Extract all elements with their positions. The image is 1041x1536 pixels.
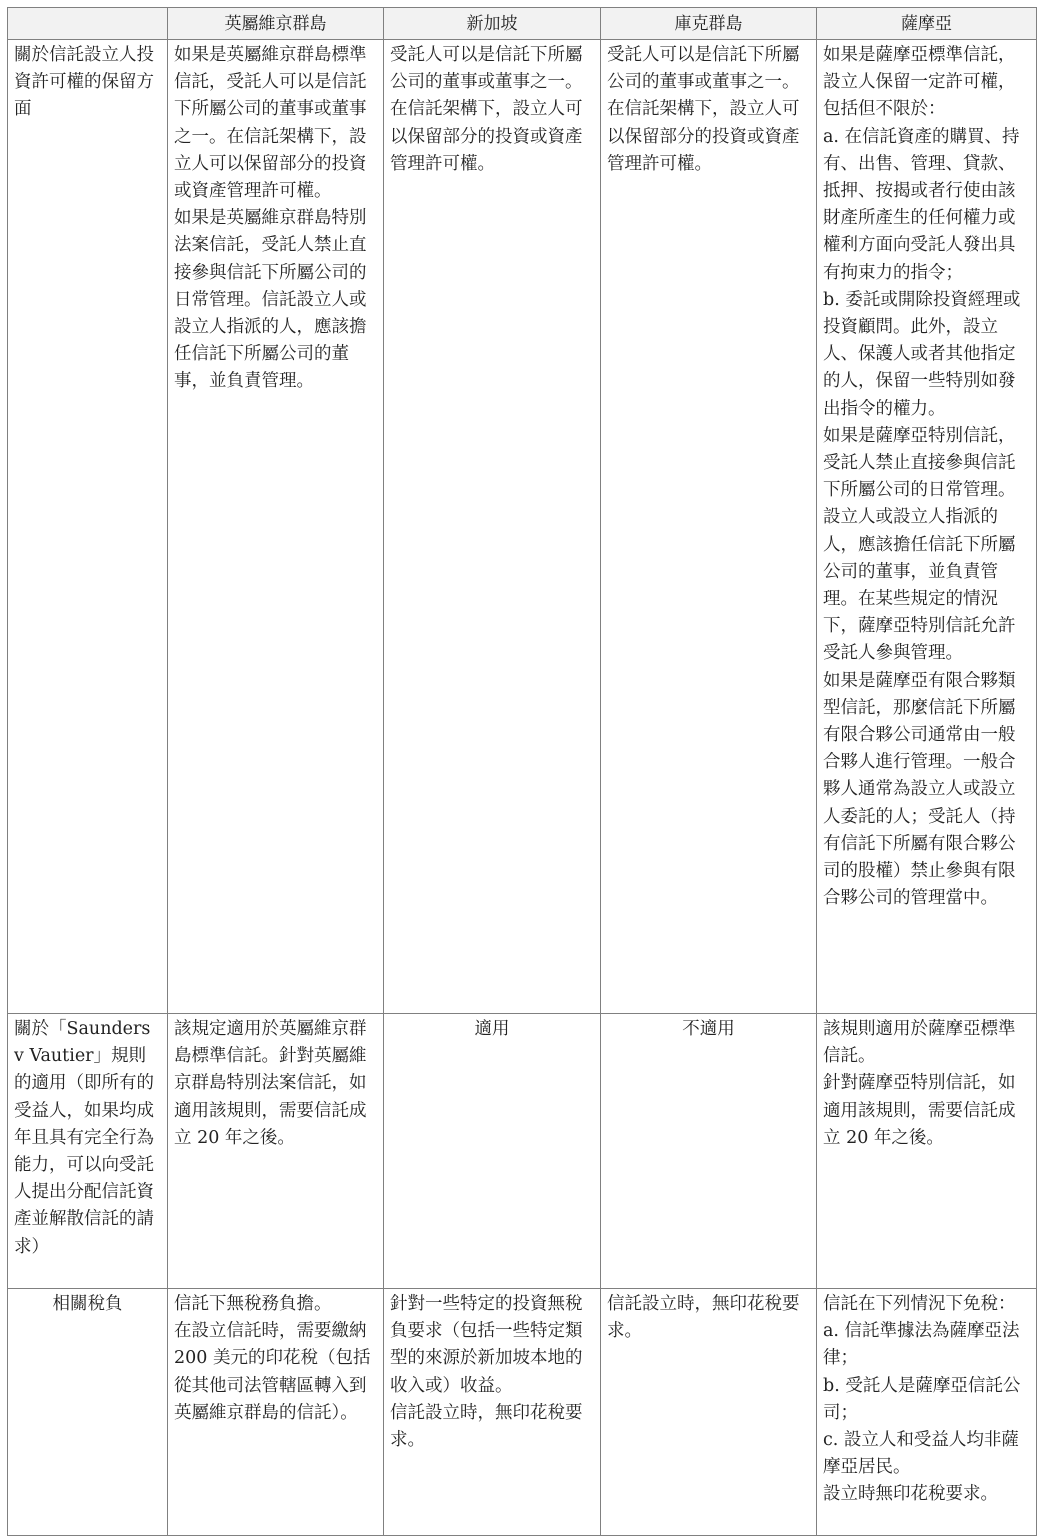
- cell-paragraph: b. 受託人是薩摩亞信託公司；: [823, 1375, 1021, 1423]
- cell-paragraph: a. 在信託資產的購買、持有、出售、管理、貸款、抵押、按揭或者行使由該財產所產生的任何權力或權利方面向受託人發出具有拘束力的指令；: [823, 126, 1020, 283]
- cell-paragraph: 針對薩摩亞特別信託，如適用該規則，需要信託成立 20 年之後。: [823, 1073, 1016, 1148]
- row-label-saunders-rule: 關於「Saunders v Vautier」規則的適用（即所有的受益人，如果均成年且具有完全行為能力，可以向受託人提出分配信託資產並解散信託的請求）: [8, 1014, 168, 1289]
- cell-paragraph: a. 信託準據法為薩摩亞法律；: [823, 1321, 1020, 1369]
- header-bvi: 英屬維京群島: [168, 8, 384, 40]
- cell-bvi-tax: [168, 1289, 384, 1536]
- table-header-row: [8, 8, 1037, 40]
- cell-paragraph: 如果是英屬維京群島標準信託，受託人可以是信託下所屬公司的董事或董事之一。在信託架構下，設立人可以保留部分的投資或資產管理許可權。: [174, 45, 367, 202]
- cell-samoa-saunders-rule: [817, 1014, 1037, 1289]
- table-row: [8, 1014, 1037, 1289]
- cell-paragraph: b. 委託或開除投資經理或投資顧問。此外，設立人、保護人或者其他指定的人，保留一些特別如發出指令的權力。: [823, 289, 1021, 419]
- header-samoa: 薩摩亞: [817, 8, 1037, 40]
- cell-paragraph: 如果是薩摩亞標準信託，設立人保留一定許可權，包括但不限於：: [823, 45, 1016, 120]
- cell-bvi-settlor-powers: [168, 40, 384, 1014]
- cell-cook-tax: 信託設立時，無印花稅要求。: [601, 1289, 817, 1536]
- table-row: [8, 1289, 1037, 1536]
- cell-paragraph: 信託下無稅務負擔。: [174, 1294, 332, 1314]
- cell-paragraph: 信託設立時，無印花稅要求。: [390, 1402, 583, 1451]
- cell-samoa-tax: [817, 1289, 1037, 1536]
- cell-singapore-saunders-rule: 適用: [384, 1014, 601, 1289]
- cell-singapore-settlor-powers: 受託人可以是信託下所屬公司的董事或董事之一。在信託架構下，設立人可以保留部分的投資或資產管理許可權。: [384, 40, 601, 1014]
- row-label-settlor-powers: 關於信託設立人投資許可權的保留方面: [8, 40, 168, 1014]
- cell-bvi-saunders-rule: 該規定適用於英屬維京群島標準信託。針對英屬維京群島特別法案信託，如適用該規則，需要信託成立 20 年之後。: [168, 1014, 384, 1289]
- cell-paragraph: 針對一些特定的投資無稅負要求（包括一些特定類型的來源於新加坡本地的收入或）收益。: [390, 1294, 583, 1396]
- cell-paragraph: 該規則適用於薩摩亞標準信託。: [823, 1019, 1016, 1067]
- cell-paragraph: c. 設立人和受益人均非薩摩亞居民。: [823, 1430, 1019, 1478]
- row-label-tax: 相關稅負: [8, 1289, 168, 1536]
- cell-paragraph: 如果是薩摩亞有限合夥類型信託，那麼信託下所屬有限合夥公司通常由一般合夥人進行管理。一般合夥人通常為設立人或設立人委託的人；受託人（持有信託下所屬有限合夥公司的股權）禁止參與有限合夥公司的管理當中。: [823, 670, 1016, 909]
- cell-paragraph: 在設立信託時，需要繳納 200 美元的印花稅（包括從其他司法管轄區轉入到英屬維京群島的信託）。: [174, 1321, 371, 1423]
- header-cook-islands: 庫克群島: [601, 8, 817, 40]
- header-singapore: 新加坡: [384, 8, 601, 40]
- cell-paragraph: 信託在下列情況下免稅：: [823, 1294, 1016, 1314]
- cell-cook-saunders-rule: 不適用: [601, 1014, 817, 1289]
- jurisdiction-comparison-table: [7, 7, 1037, 1536]
- cell-singapore-tax: [384, 1289, 601, 1536]
- cell-samoa-settlor-powers: [817, 40, 1037, 1014]
- cell-cook-settlor-powers: 受託人可以是信託下所屬公司的董事或董事之一。在信託架構下，設立人可以保留部分的投資或資產管理許可權。: [601, 40, 817, 1014]
- header-blank-cell: [8, 8, 168, 40]
- cell-paragraph: 如果是英屬維京群島特別法案信託，受託人禁止直接參與信託下所屬公司的日常管理。信託設立人或設立人指派的人，應該擔任信託下所屬公司的董事，並負責管理。: [174, 208, 367, 392]
- table-row: [8, 40, 1037, 1014]
- cell-paragraph: 如果是薩摩亞特別信託，受託人禁止直接參與信託下所屬公司的日常管理。設立人或設立人指派的人，應該擔任信託下所屬公司的董事，並負責管理。在某些規定的情況下，薩摩亞特別信託允許受託人參與管理。: [823, 425, 1016, 664]
- cell-paragraph: 設立時無印花稅要求。: [823, 1484, 998, 1505]
